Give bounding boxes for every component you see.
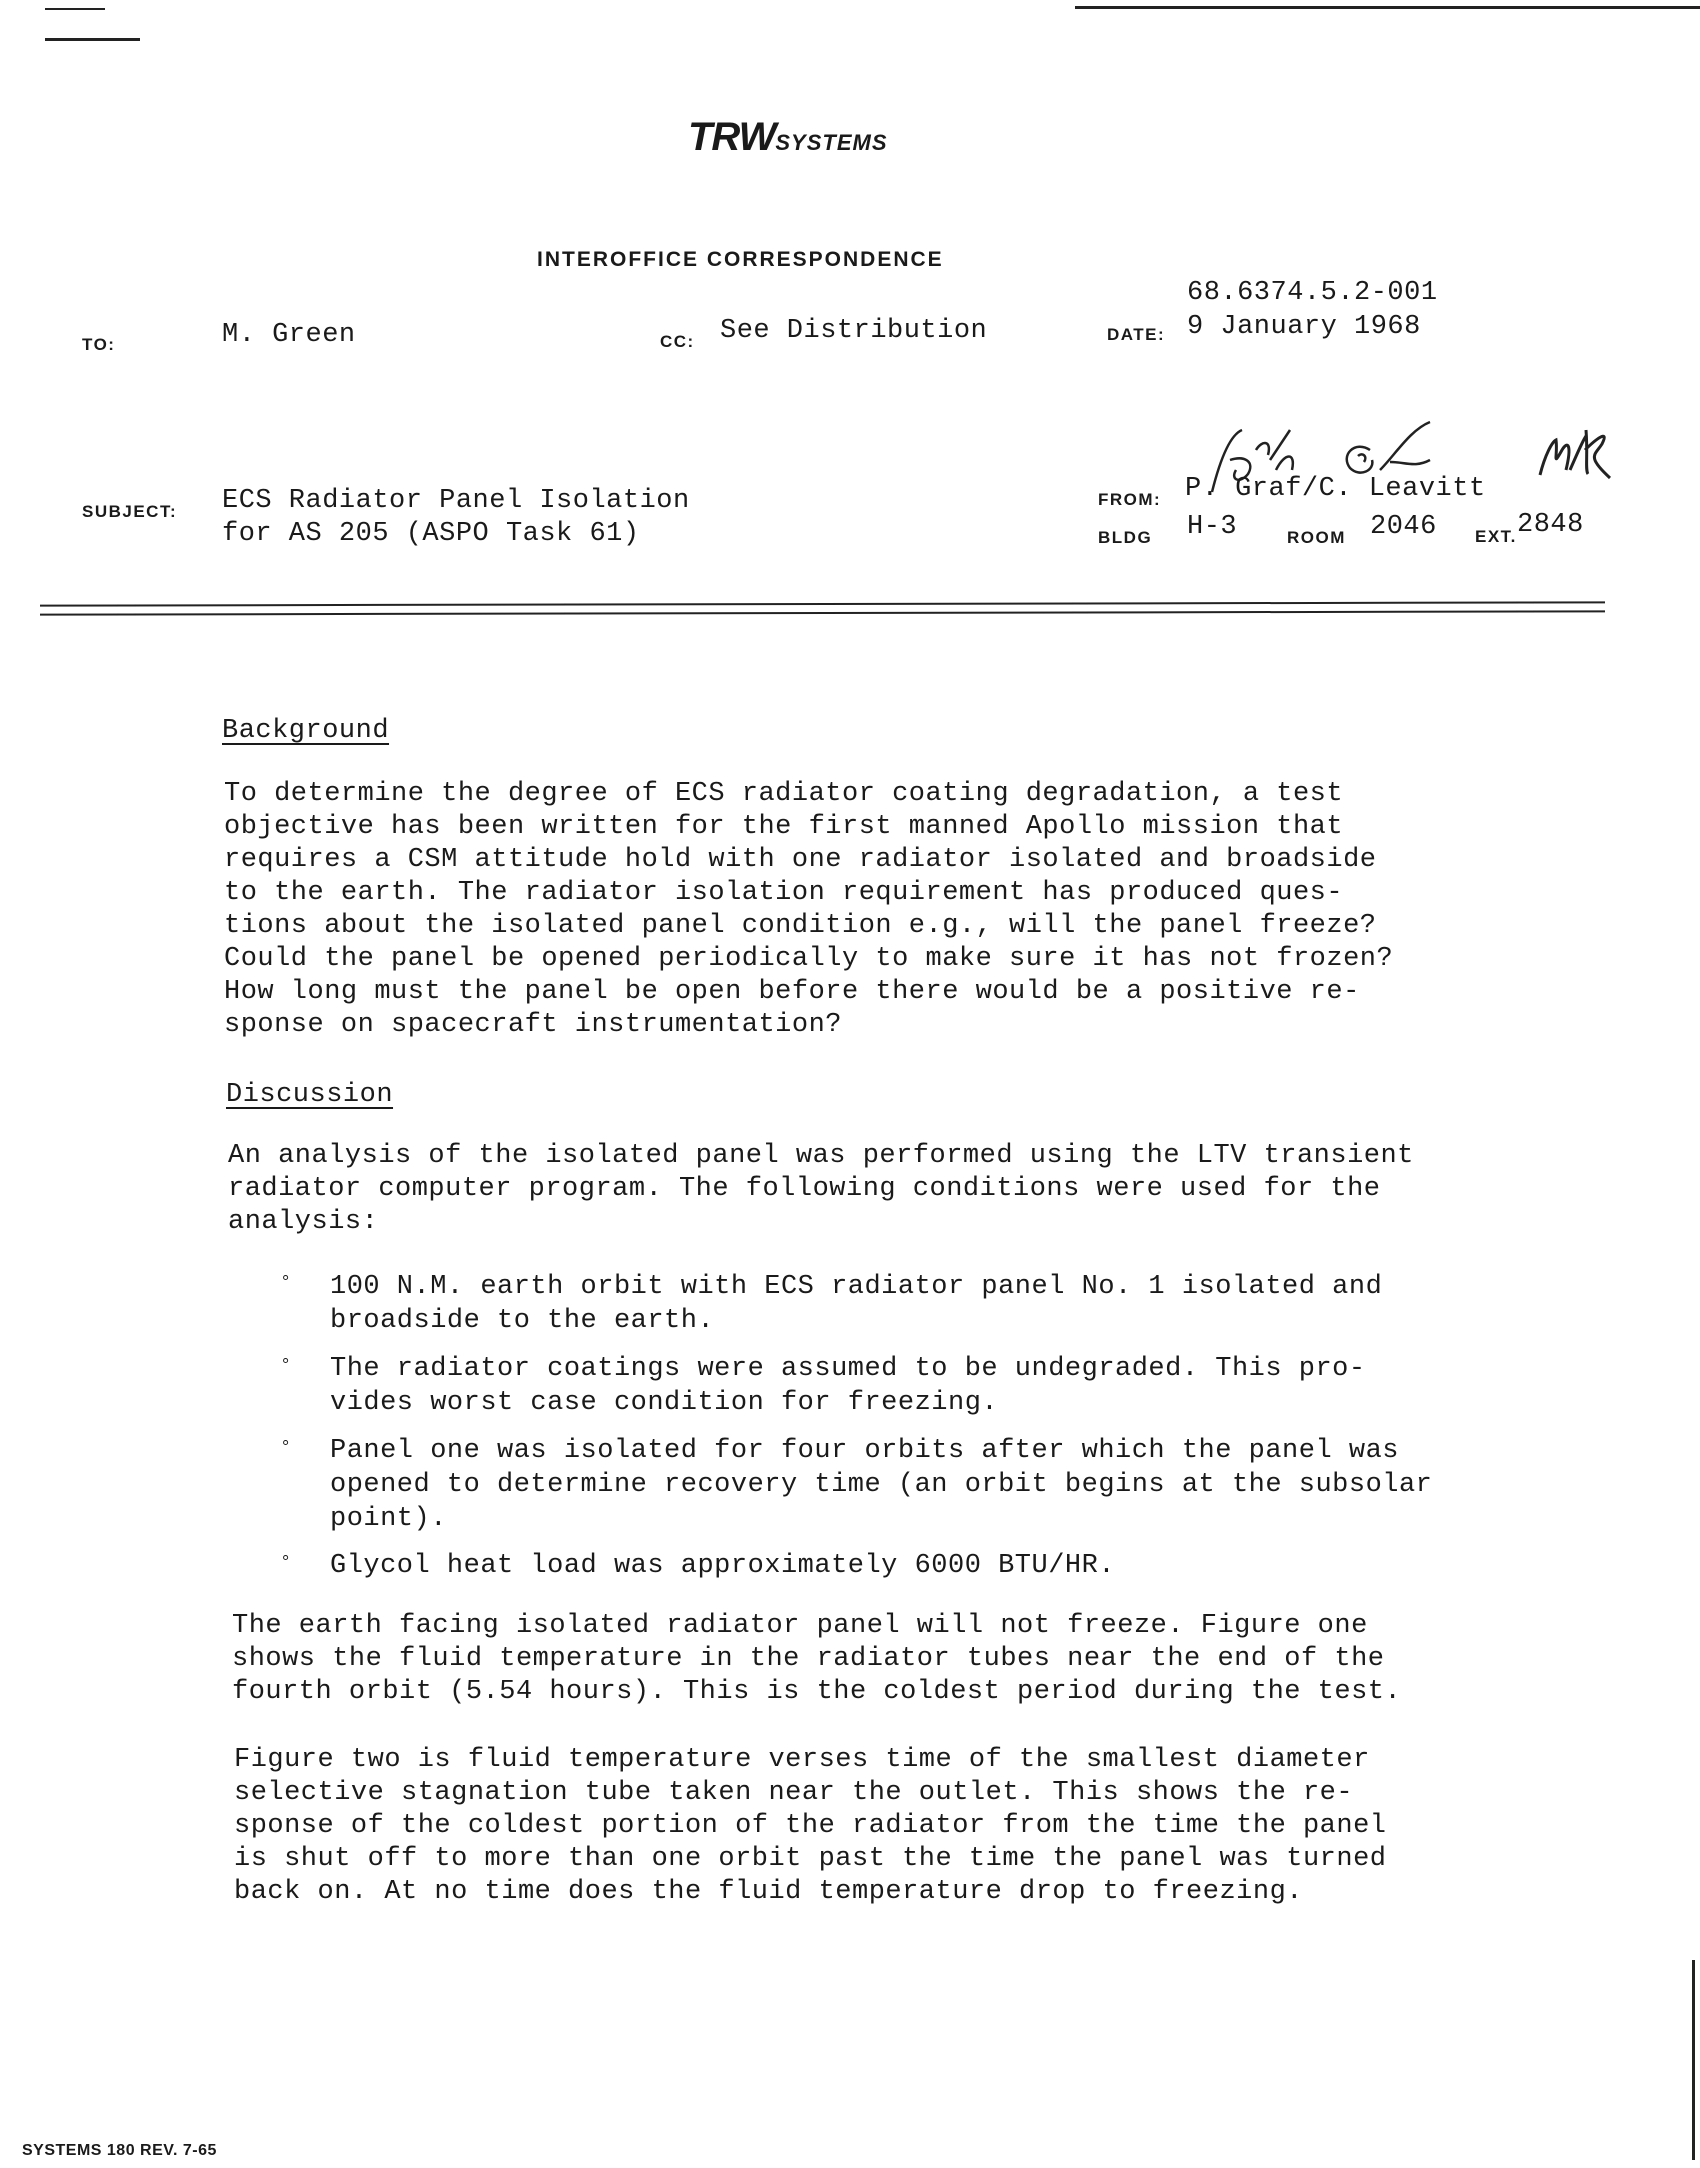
date-value: 9 January 1968 — [1187, 312, 1421, 342]
header-divider-top — [40, 601, 1605, 606]
form-number: SYSTEMS 180 REV. 7-65 — [22, 2142, 217, 2159]
from-label: FROM: — [1098, 490, 1162, 509]
background-heading: Background — [222, 716, 390, 746]
bullet-item-4: Glycol heat load was approximately 6000 BTU/HR. — [330, 1551, 1116, 1581]
ext-label: EXT. — [1475, 527, 1517, 546]
bldg-label: BLDG — [1098, 528, 1153, 547]
background-paragraph: To determine the degree of ECS radiator coating degradation, a test objective has been written for the first manned Apollo mission that requires a CSM attitude hold with one radiator isolated and broadside to the earth. The radiator isolation requirement has produced ques- tions about the isolated panel condition e.g., will the panel freeze? Could the panel be opened periodically to make sure it has not frozen? How long must the panel be open before there would be a positive re- sponse on spacecraft instrumentation? — [224, 779, 1394, 1040]
subject-line-1: ECS Radiator Panel Isolation — [222, 486, 690, 516]
cc-value: See Distribution — [720, 316, 988, 346]
bullet-marker: ° — [282, 1355, 290, 1375]
bldg-value: H-3 — [1187, 512, 1238, 542]
bullet-marker: ° — [282, 1272, 290, 1292]
discussion-intro-paragraph: An analysis of the isolated panel was performed using the LTV transient radiator computer program. The following conditions were used for the analysis: — [228, 1141, 1414, 1237]
figure-two-paragraph: Figure two is fluid temperature verses time of the smallest diameter selective stagnation tube taken near the outlet. This shows the re- sponse of the coldest portion of the radiator from the time the panel is shut off to more than one orbit past the time the panel was turned back on. At no time does the fluid temperature drop to freezing. — [234, 1745, 1387, 1907]
bullet-item-3: Panel one was isolated for four orbits after which the panel was opened to determine recovery time (an orbit begins at the subsolar point). — [330, 1436, 1433, 1534]
scan-mark-top-right — [1075, 6, 1700, 9]
bullet-marker: ° — [282, 1437, 290, 1457]
room-label: ROOM — [1287, 528, 1346, 547]
brand-logo-systems: SYSTEMS — [775, 130, 888, 155]
to-value: M. Green — [222, 320, 356, 350]
document-title: INTEROFFICE CORRESPONDENCE — [537, 248, 944, 271]
subject-line-2: for AS 205 (ASPO Task 61) — [222, 519, 640, 549]
header-divider-bottom — [40, 610, 1605, 615]
date-label: DATE: — [1107, 325, 1166, 344]
bullet-marker: ° — [282, 1552, 290, 1572]
scan-mark-top-left — [45, 8, 105, 10]
bullet-item-1: 100 N.M. earth orbit with ECS radiator panel No. 1 isolated and broadside to the earth. — [330, 1272, 1383, 1336]
room-value: 2046 — [1370, 512, 1437, 542]
scan-mark-right-edge — [1692, 1960, 1695, 2160]
scan-mark-left — [45, 38, 140, 41]
ext-value: 2848 — [1517, 510, 1584, 540]
discussion-heading: Discussion — [226, 1080, 394, 1110]
to-label: TO: — [82, 335, 116, 354]
subject-label: SUBJECT: — [82, 502, 178, 521]
brand-logo-trw: TRW — [688, 115, 776, 159]
bullet-item-2: The radiator coatings were assumed to be undegraded. This pro- vides worst case condition for freezing. — [330, 1354, 1366, 1418]
document-number: 68.6374.5.2-001 — [1187, 278, 1438, 308]
from-value: P. Graf/C. Leavitt — [1185, 474, 1486, 504]
freeze-paragraph: The earth facing isolated radiator panel will not freeze. Figure one shows the fluid temperature in the radiator tubes near the end of the fourth orbit (5.54 hours). This is the coldest period during the test. — [232, 1611, 1402, 1707]
cc-label: CC: — [660, 332, 695, 351]
letterhead — [688, 115, 888, 160]
